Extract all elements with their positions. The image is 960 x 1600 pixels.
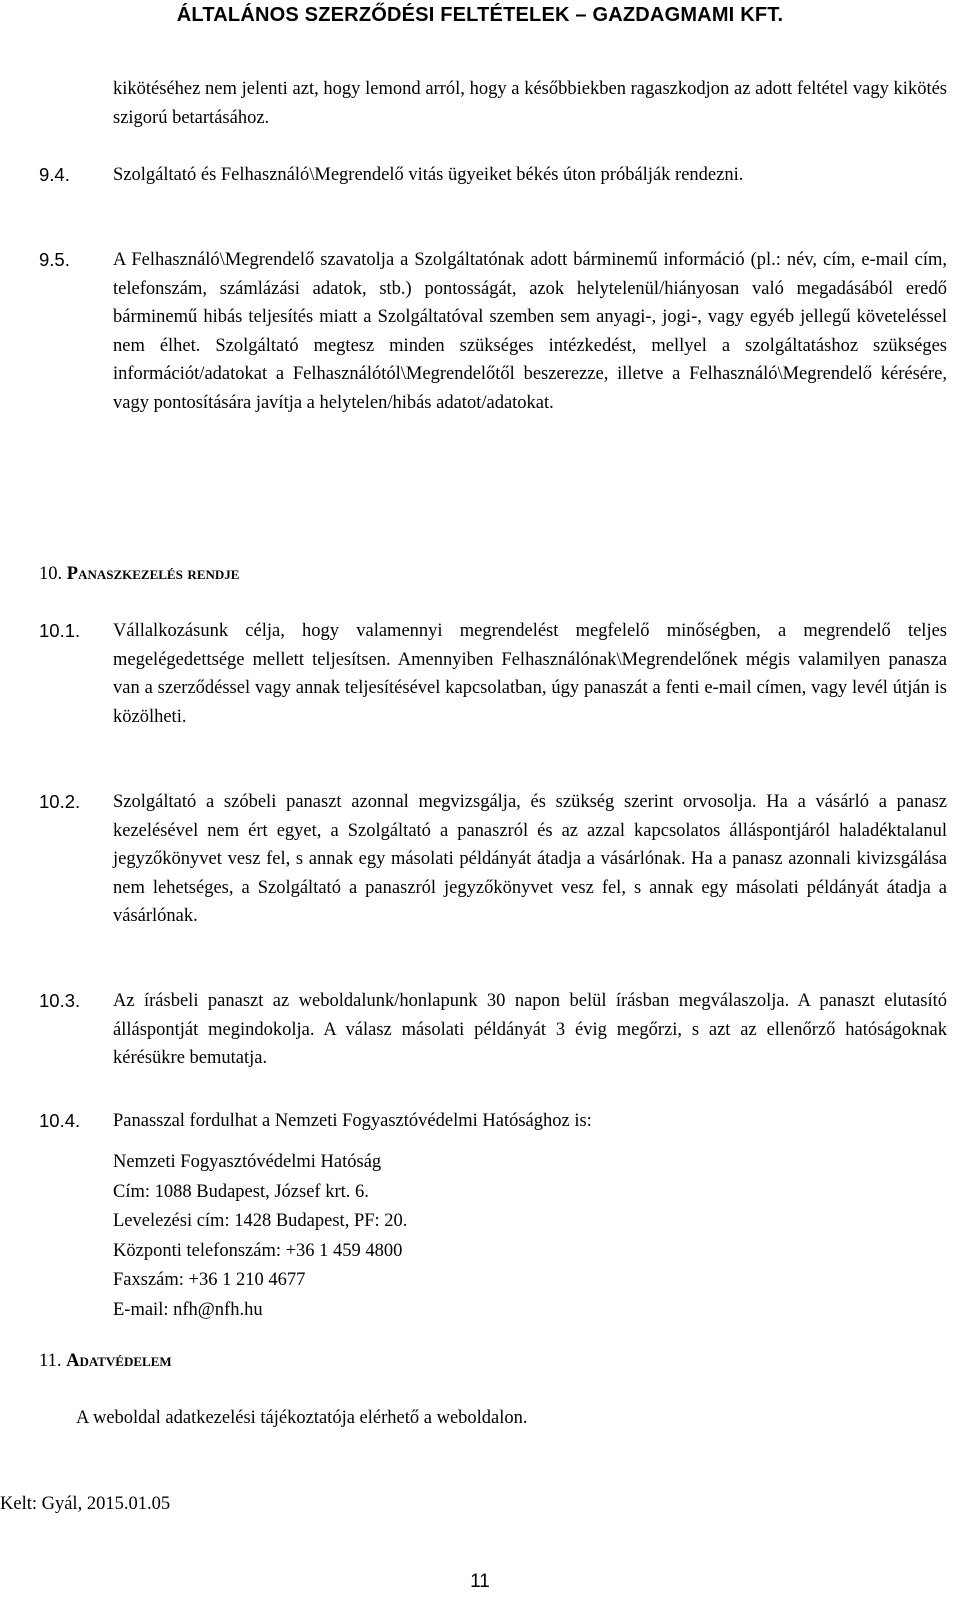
continuation-paragraph: kikötéséhez nem jelenti azt, hogy lemond arról, hogy a későbbiekben ragaszkodjon az adott feltétel vagy kikötés szigorú betartásához.: [113, 79, 947, 128]
item-9-4-text: Szolgáltató és Felhasználó\Megrendelő vitás ügyeiket békés úton próbálják rendezni.: [113, 165, 744, 185]
item-10-1-number: 10.1.: [39, 620, 81, 641]
section-11-heading: [39, 1347, 172, 1376]
item-10-1-text: Vállalkozásunk célja, hogy valamennyi megrendelést megfelelő minőségben, a megrendelő teljes megelégedettsége mellett teljesítsen. Amennyiben Felhasználónak\Megrendelőnek mégis valamilyen panasza van a szerződéssel vagy annak teljesítésével kapcsolatban, úgy panaszát a fenti e-mail címen, vagy levél útján is közölheti.: [113, 621, 947, 727]
date-line: Kelt: Gyál, 2015.01.05: [0, 1494, 171, 1514]
authority-name: Nemzeti Fogyasztóvédelmi Hatóság: [113, 1152, 382, 1172]
item-10-4-text: Panasszal fordulhat a Nemzeti Fogyasztóvédelmi Hatósághoz is:: [113, 1111, 592, 1131]
section-10-title: Panaszkezelés rendje: [66, 564, 240, 584]
authority-email: E-mail: nfh@nfh.hu: [113, 1299, 263, 1320]
section-10-number: 10.: [39, 564, 63, 584]
authority-phone: Központi telefonszám: +36 1 459 4800: [113, 1240, 403, 1261]
section-11-title: Adatvédelem: [66, 1351, 172, 1371]
authority-address-block: [113, 1148, 407, 1325]
item-10-3-number: 10.3.: [39, 990, 81, 1011]
authority-fax: Faxszám: +36 1 210 4677: [113, 1270, 306, 1290]
authority-postal-address: Levelezési cím: 1428 Budapest, PF: 20.: [113, 1211, 408, 1231]
item-9-5-text: A Felhasználó\Megrendelő szavatolja a Szolgáltatónak adott bárminemű információ (pl.: név, cím, e-mail cím, telefonszám, számlázási adatok, stb.) pontosságát, azok helytelenül/hiányosan való megadásából eredő bárminemű hibás teljesítés miatt a Szolgáltatóval szemben sem anyagi-, jogi-, vagy egyéb jellegű követeléssel nem élhet. Szolgáltató megtesz minden szükséges intézkedést, mellyel a szolgáltatáshoz szükséges információt/adatokat a Felhasználótól\Megrendelőtől beszerezze, illetve a Felhasználó\Megrendelő kérésére, vagy pontosítására javítja a helytelen/hibás adatot/adatokat.: [113, 250, 947, 413]
item-9-5-number: 9.5.: [39, 249, 70, 270]
page-number: 11: [470, 1571, 490, 1592]
item-9-4-number: 9.4.: [39, 164, 70, 185]
section-11-text: A weboldal adatkezelési tájékoztatója elérhető a weboldalon.: [76, 1408, 528, 1428]
item-10-2-number: 10.2.: [39, 791, 81, 812]
item-10-3-text: Az írásbeli panaszt az weboldalunk/honlapunk 30 napon belül írásban megválaszolja. A panaszt elutasító álláspontját megindokolja. A válasz másolati példányát 3 évig megőrzi, s azt az ellenőrző hatóságoknak kérésükre bemutatja.: [113, 991, 947, 1068]
item-10-2-text: Szolgáltató a szóbeli panaszt azonnal megvizsgálja, és szükség szerint orvosolja. Ha a vásárló a panasz kezelésével nem ért egyet, a Szolgáltató a panaszról és az azzal kapcsolatos álláspontjáról haladéktalanul jegyzőkönyvet vesz fel, s annak egy másolati példányát átadja a vásárlónak. Ha a panasz azonnali kivizsgálása nem lehetséges, a Szolgáltató a panaszról jegyzőkönyvet vesz fel, s annak egy másolati példányát átadja a vásárlónak.: [113, 792, 947, 926]
section-11-number: 11.: [39, 1351, 62, 1371]
section-10-heading: [39, 560, 239, 589]
page-header: ÁLTALÁNOS SZERZŐDÉSI FELTÉTELEK – GAZDAGMAMI KFT.: [176, 4, 784, 26]
authority-address: Cím: 1088 Budapest, József krt. 6.: [113, 1181, 369, 1202]
item-10-4-number: 10.4.: [39, 1110, 81, 1131]
